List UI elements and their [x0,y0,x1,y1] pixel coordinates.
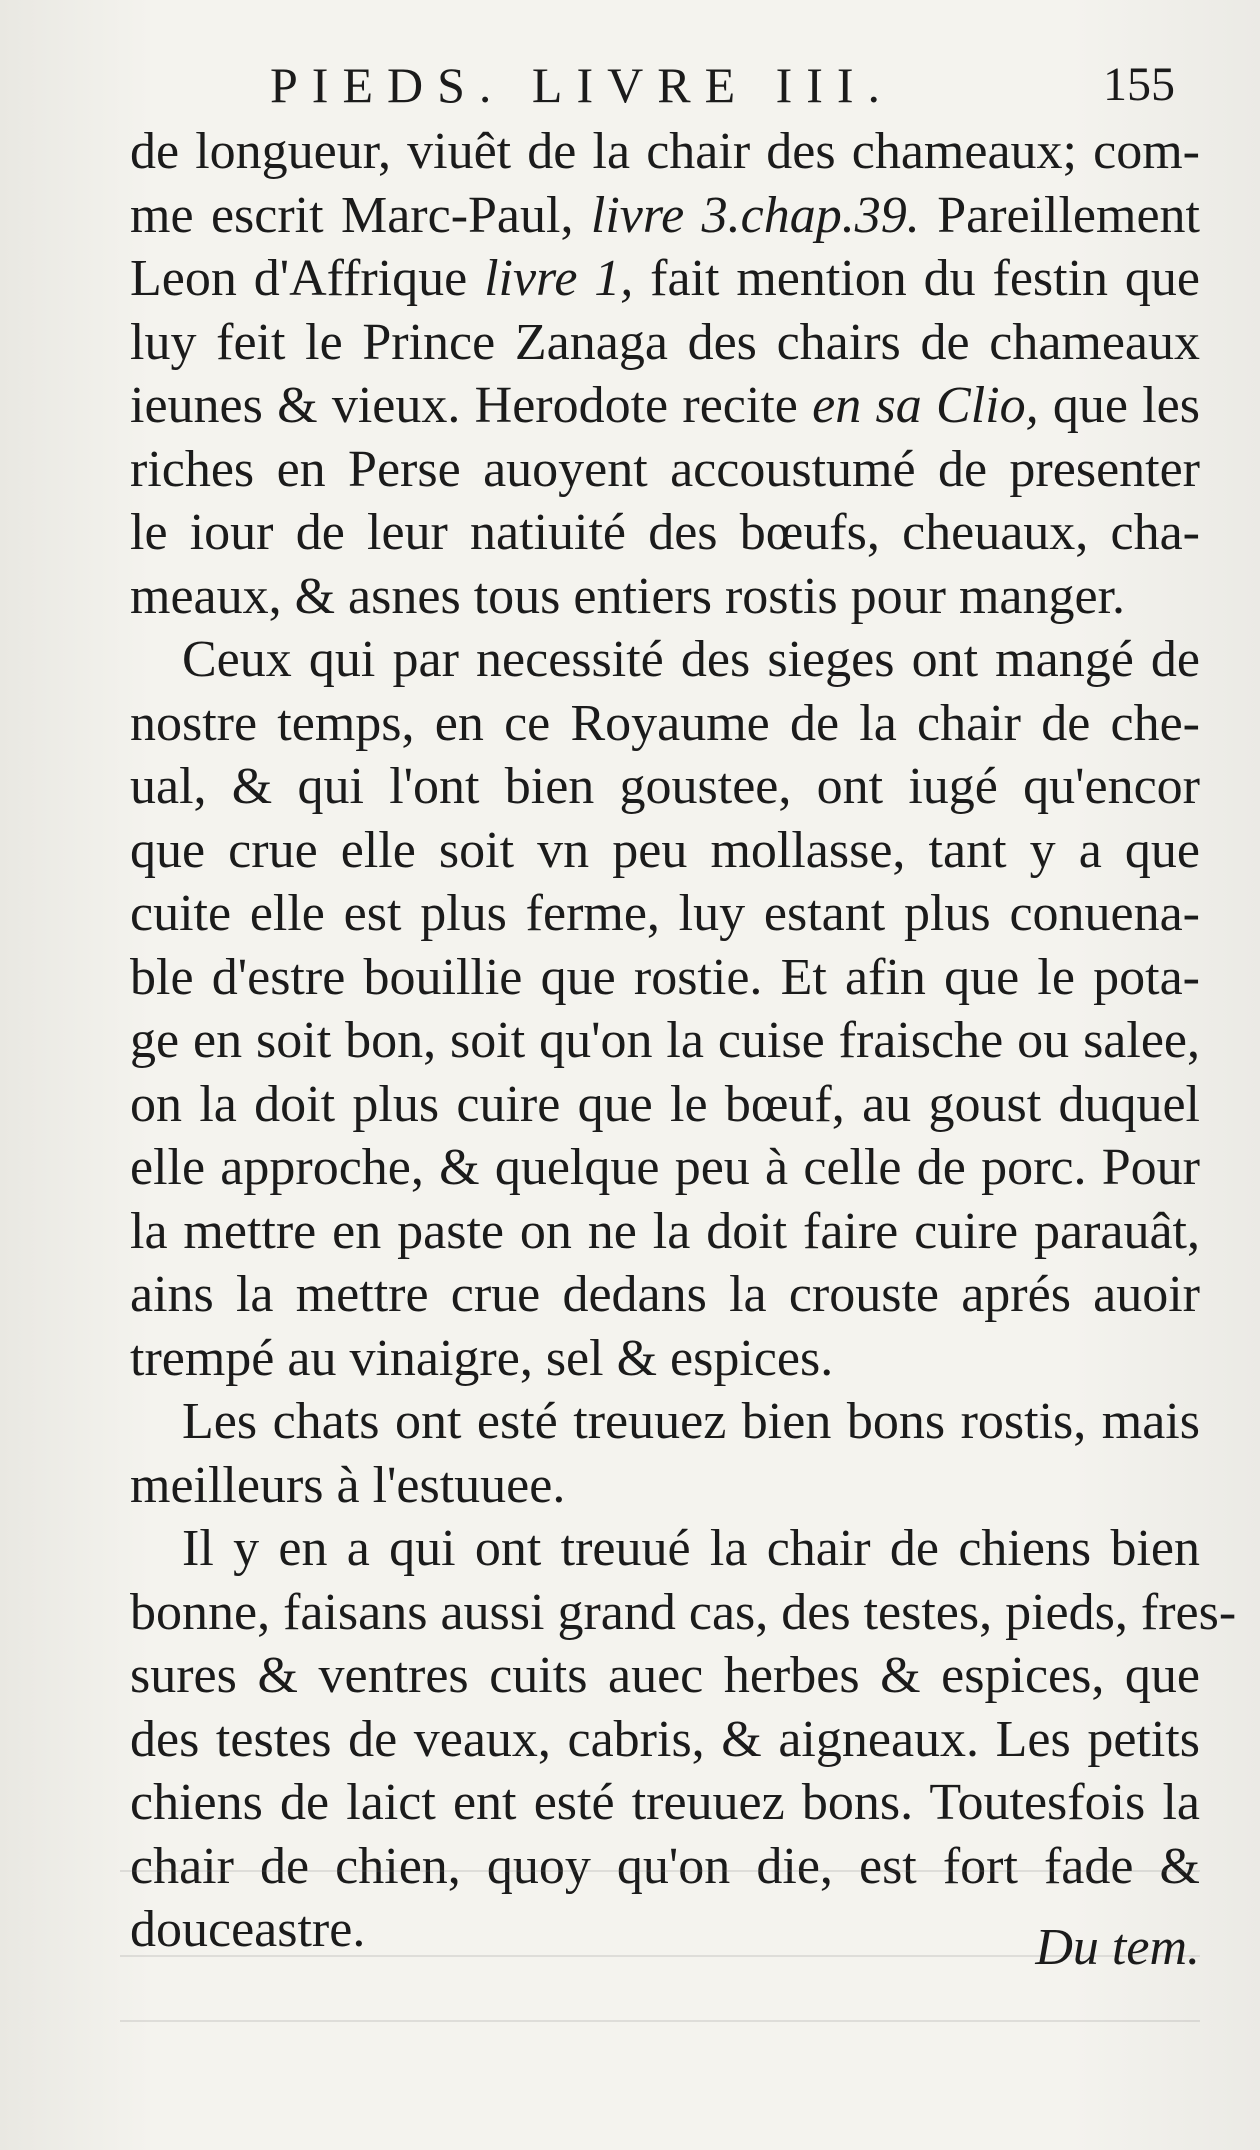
text-line: des testes de veaux, cabris, & aigneaux. Les petits [130,1710,1200,1768]
text-line: ieunes & vieux. Herodote recite en sa Clio, que les [130,377,1200,434]
text-line: me escrit Marc-Paul, livre 3.chap.39. Pareillement [130,186,1200,244]
text-line: que crue elle soit vn peu mollasse, tant y a que [130,821,1200,879]
text-line: on la doit plus cuire que le bœuf, au goust duquel [130,1075,1200,1133]
text-line: chair de chien, quoy qu'on die, est fort fade & [130,1837,1200,1895]
text-line: chiens de laict ent esté treuuez bons. Toutesfois la [130,1774,1200,1831]
text-line: la mettre en paste on ne la doit faire cuire parauât, [130,1202,1200,1260]
text-line: ains la mettre crue dedans la crouste aprés auoir [130,1266,1200,1323]
text-line: ual, & qui l'ont bien goustee, ont iugé qu'encor [130,758,1200,815]
text-line: elle approche, & quelque peu à celle de porc. Pour [130,1139,1200,1196]
text-line: nostre temps, en ce Royaume de la chair de che- [130,694,1200,752]
text-line: Les chats ont esté treuuez bien bons rostis, mais [182,1393,1200,1450]
text-line: de longueur, viuêt de la chair des chameaux; com- [130,123,1200,180]
text-line: trempé au vinaigre, sel & espices. [130,1329,834,1387]
text-line: douceastre. [130,1901,366,1958]
text-line: cuite elle est plus ferme, luy estant plus conuena- [130,885,1200,942]
text-line: bonne, faisans aussi grand cas, des testes, pieds, fres- [130,1583,1237,1641]
text-line: luy feit le Prince Zanaga des chairs de chameaux [130,313,1200,371]
text-line: meilleurs à l'estuuee. [130,1456,566,1514]
text-line: riches en Perse auoyent accoustumé de presenter [130,440,1200,498]
text-line: Leon d'Affrique livre 1, fait mention du festin que [130,250,1200,307]
bleed-through-mark [120,1870,1200,1872]
text-line: Ceux qui par necessité des sieges ont mangé de [182,631,1200,688]
body-text [130,120,1237,1962]
page-header [270,40,1175,130]
text-line: sures & ventres cuits auec herbes & espices, que [130,1647,1200,1704]
catchword: Du tem. [1035,1919,1200,1976]
page-number: 155 [1103,58,1175,111]
bleed-through-mark [120,2020,1200,2022]
text-line: ge en soit bon, soit qu'on la cuise fraische ou salee, [130,1012,1200,1069]
text-line: le iour de leur natiuité des bœufs, cheuaux, cha- [130,504,1200,561]
text-line: meaux, & asnes tous entiers rostis pour manger. [130,567,1126,625]
text-line: Il y en a qui ont treuué la chair de chiens bien [182,1520,1200,1577]
running-head: PIEDS. LIVRE III. [270,57,895,113]
text-line: ble d'estre bouillie que rostie. Et afin que le pota- [130,948,1200,1006]
